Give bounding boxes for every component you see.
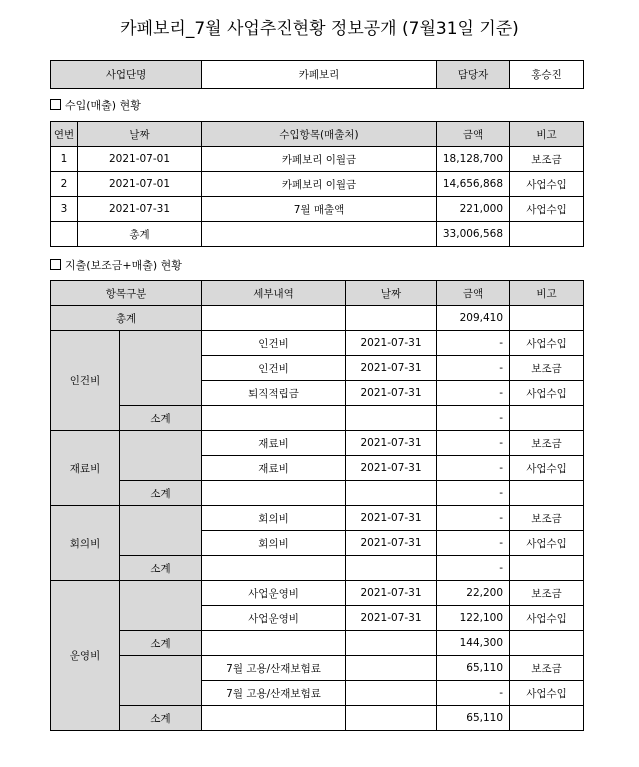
row-date: 2021-07-31 xyxy=(346,331,437,356)
row-note: 사업수입 xyxy=(510,381,584,406)
row-no: 2 xyxy=(51,172,78,197)
subtotal-amount: - xyxy=(437,556,510,581)
row-detail: 7월 고용/산재보험료 xyxy=(202,656,346,681)
row-date: 2021-07-31 xyxy=(346,381,437,406)
row-note: 보조금 xyxy=(510,656,584,681)
row-date: 2021-07-31 xyxy=(78,197,202,222)
row-note: 사업수입 xyxy=(510,606,584,631)
group-name: 인건비 xyxy=(51,331,120,431)
header-date: 날짜 xyxy=(346,281,437,306)
manager-value: 홍승진 xyxy=(510,61,584,89)
total-amount: 33,006,568 xyxy=(437,222,510,247)
row-amount: 18,128,700 xyxy=(437,147,510,172)
row-item: 카페보리 이월금 xyxy=(202,147,437,172)
row-item: 7월 매출액 xyxy=(202,197,437,222)
row-detail: 사업운영비 xyxy=(202,581,346,606)
income-table xyxy=(50,121,584,247)
row-note: 사업수입 xyxy=(510,331,584,356)
row-date: 2021-07-31 xyxy=(346,531,437,556)
row-date: 2021-07-01 xyxy=(78,172,202,197)
row-date: 2021-07-31 xyxy=(346,606,437,631)
row-note: 보조금 xyxy=(510,506,584,531)
subtotal-row xyxy=(51,706,584,731)
income-header-row xyxy=(51,122,584,147)
table-row xyxy=(51,431,584,456)
row-note: 사업수입 xyxy=(510,197,584,222)
row-detail: 7월 고용/산재보험료 xyxy=(202,681,346,706)
table-row xyxy=(51,331,584,356)
table-row xyxy=(51,506,584,531)
expense-table xyxy=(50,280,584,731)
table-row xyxy=(51,147,584,172)
header-no: 연번 xyxy=(51,122,78,147)
header-date: 날짜 xyxy=(78,122,202,147)
row-detail: 인건비 xyxy=(202,331,346,356)
header-note: 비고 xyxy=(510,122,584,147)
group-name: 재료비 xyxy=(51,431,120,506)
row-note: 사업수입 xyxy=(510,172,584,197)
row-item: 카페보리 이월금 xyxy=(202,172,437,197)
row-amount: - xyxy=(437,456,510,481)
row-detail: 재료비 xyxy=(202,431,346,456)
row-amount: - xyxy=(437,531,510,556)
business-label: 사업단명 xyxy=(51,61,202,89)
row-date: 2021-07-31 xyxy=(346,431,437,456)
row-amount: 22,200 xyxy=(437,581,510,606)
row-note: 사업수입 xyxy=(510,456,584,481)
manager-label: 담당자 xyxy=(437,61,510,89)
row-date xyxy=(346,656,437,681)
total-amount: 209,410 xyxy=(437,306,510,331)
row-amount: - xyxy=(437,506,510,531)
row-date xyxy=(346,681,437,706)
row-note: 사업수입 xyxy=(510,531,584,556)
subtotal-label: 소계 xyxy=(120,706,202,731)
subtotal-amount: 65,110 xyxy=(437,706,510,731)
subtotal-row xyxy=(51,481,584,506)
page-title: 카페보리_7월 사업추진현황 정보공개 (7월31일 기준) xyxy=(120,19,519,39)
row-note: 보조금 xyxy=(510,431,584,456)
row-detail: 회의비 xyxy=(202,506,346,531)
subtotal-amount: - xyxy=(437,481,510,506)
header-amount: 금액 xyxy=(437,281,510,306)
business-value: 카페보리 xyxy=(202,61,437,89)
row-amount: - xyxy=(437,431,510,456)
table-row xyxy=(51,656,584,681)
row-no: 3 xyxy=(51,197,78,222)
row-amount: - xyxy=(437,356,510,381)
subtotal-row xyxy=(51,556,584,581)
total-label: 총계 xyxy=(51,306,202,331)
checkbox-icon xyxy=(50,259,61,270)
table-row xyxy=(51,581,584,606)
subtotal-amount: 144,300 xyxy=(437,631,510,656)
income-section-title: 수입(매출) 현황 xyxy=(50,97,141,113)
table-row xyxy=(51,172,584,197)
row-amount: 122,100 xyxy=(437,606,510,631)
group-name: 운영비 xyxy=(51,581,120,731)
row-amount: 221,000 xyxy=(437,197,510,222)
header-detail: 세부내역 xyxy=(202,281,346,306)
income-total-row xyxy=(51,222,584,247)
row-amount: - xyxy=(437,331,510,356)
expense-header-row xyxy=(51,281,584,306)
info-table xyxy=(50,60,584,89)
row-date: 2021-07-31 xyxy=(346,356,437,381)
row-note: 보조금 xyxy=(510,581,584,606)
row-detail: 인건비 xyxy=(202,356,346,381)
row-detail: 사업운영비 xyxy=(202,606,346,631)
row-amount: - xyxy=(437,381,510,406)
subtotal-label: 소계 xyxy=(120,406,202,431)
row-amount: 14,656,868 xyxy=(437,172,510,197)
row-date: 2021-07-31 xyxy=(346,456,437,481)
row-note: 사업수입 xyxy=(510,681,584,706)
row-date: 2021-07-01 xyxy=(78,147,202,172)
header-amount: 금액 xyxy=(437,122,510,147)
row-note: 보조금 xyxy=(510,356,584,381)
group-name: 회의비 xyxy=(51,506,120,581)
subtotal-amount: - xyxy=(437,406,510,431)
subtotal-label: 소계 xyxy=(120,481,202,506)
subtotal-row xyxy=(51,631,584,656)
checkbox-icon xyxy=(50,99,61,110)
expense-total-row xyxy=(51,306,584,331)
row-date: 2021-07-31 xyxy=(346,506,437,531)
row-no: 1 xyxy=(51,147,78,172)
row-detail: 재료비 xyxy=(202,456,346,481)
header-note: 비고 xyxy=(510,281,584,306)
subtotal-label: 소계 xyxy=(120,631,202,656)
header-item: 수입항목(매출처) xyxy=(202,122,437,147)
table-row xyxy=(51,197,584,222)
expense-section-title: 지출(보조금+매출) 현황 xyxy=(50,257,182,273)
header-category: 항목구분 xyxy=(51,281,202,306)
row-detail: 퇴직적립금 xyxy=(202,381,346,406)
total-label: 총계 xyxy=(78,222,202,247)
row-detail: 회의비 xyxy=(202,531,346,556)
subtotal-row xyxy=(51,406,584,431)
row-note: 보조금 xyxy=(510,147,584,172)
row-date: 2021-07-31 xyxy=(346,581,437,606)
subtotal-label: 소계 xyxy=(120,556,202,581)
row-amount: 65,110 xyxy=(437,656,510,681)
row-amount: - xyxy=(437,681,510,706)
